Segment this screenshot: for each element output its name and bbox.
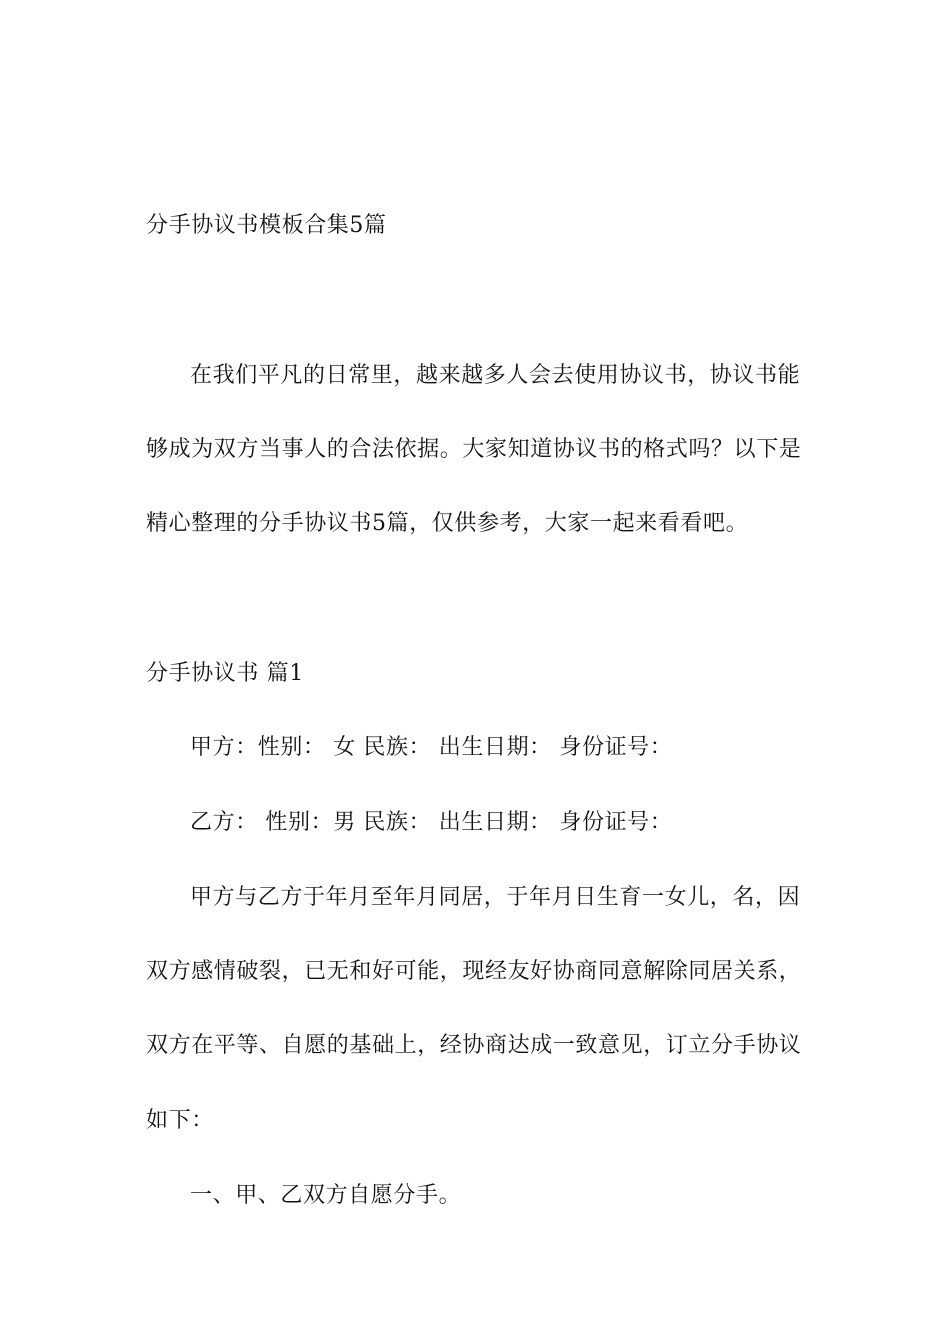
clause-1: 一、甲、乙双方自愿分手。 [190, 1183, 462, 1208]
document-title: 分手协议书模板合集5篇 [146, 213, 387, 238]
body-line-2: 双方感情破裂，已无和好可能，现经友好协商同意解除同居关系， [146, 959, 802, 984]
body-line-1: 甲方与乙方于年月至年月同居，于年月日生育一女儿，名，因 [190, 885, 801, 910]
party-b-line: 乙方： 性别：男 民族： 出生日期： 身份证号： [190, 810, 673, 835]
intro-line-2: 够成为双方当事人的合法依据。大家知道协议书的格式吗？以下是 [146, 437, 802, 462]
body-line-4: 如下： [146, 1108, 214, 1133]
intro-line-3: 精心整理的分手协议书5篇，仅供参考，大家一起来看看吧。 [146, 511, 749, 536]
intro-line-1: 在我们平凡的日常里，越来越多人会去使用协议书，协议书能 [190, 363, 801, 388]
party-a-line: 甲方：性别： 女 民族： 出生日期： 身份证号： [190, 735, 673, 760]
section-heading: 分手协议书 篇1 [146, 661, 304, 686]
body-line-3: 双方在平等、自愿的基础上，经协商达成一致意见，订立分手协议 [146, 1033, 802, 1058]
